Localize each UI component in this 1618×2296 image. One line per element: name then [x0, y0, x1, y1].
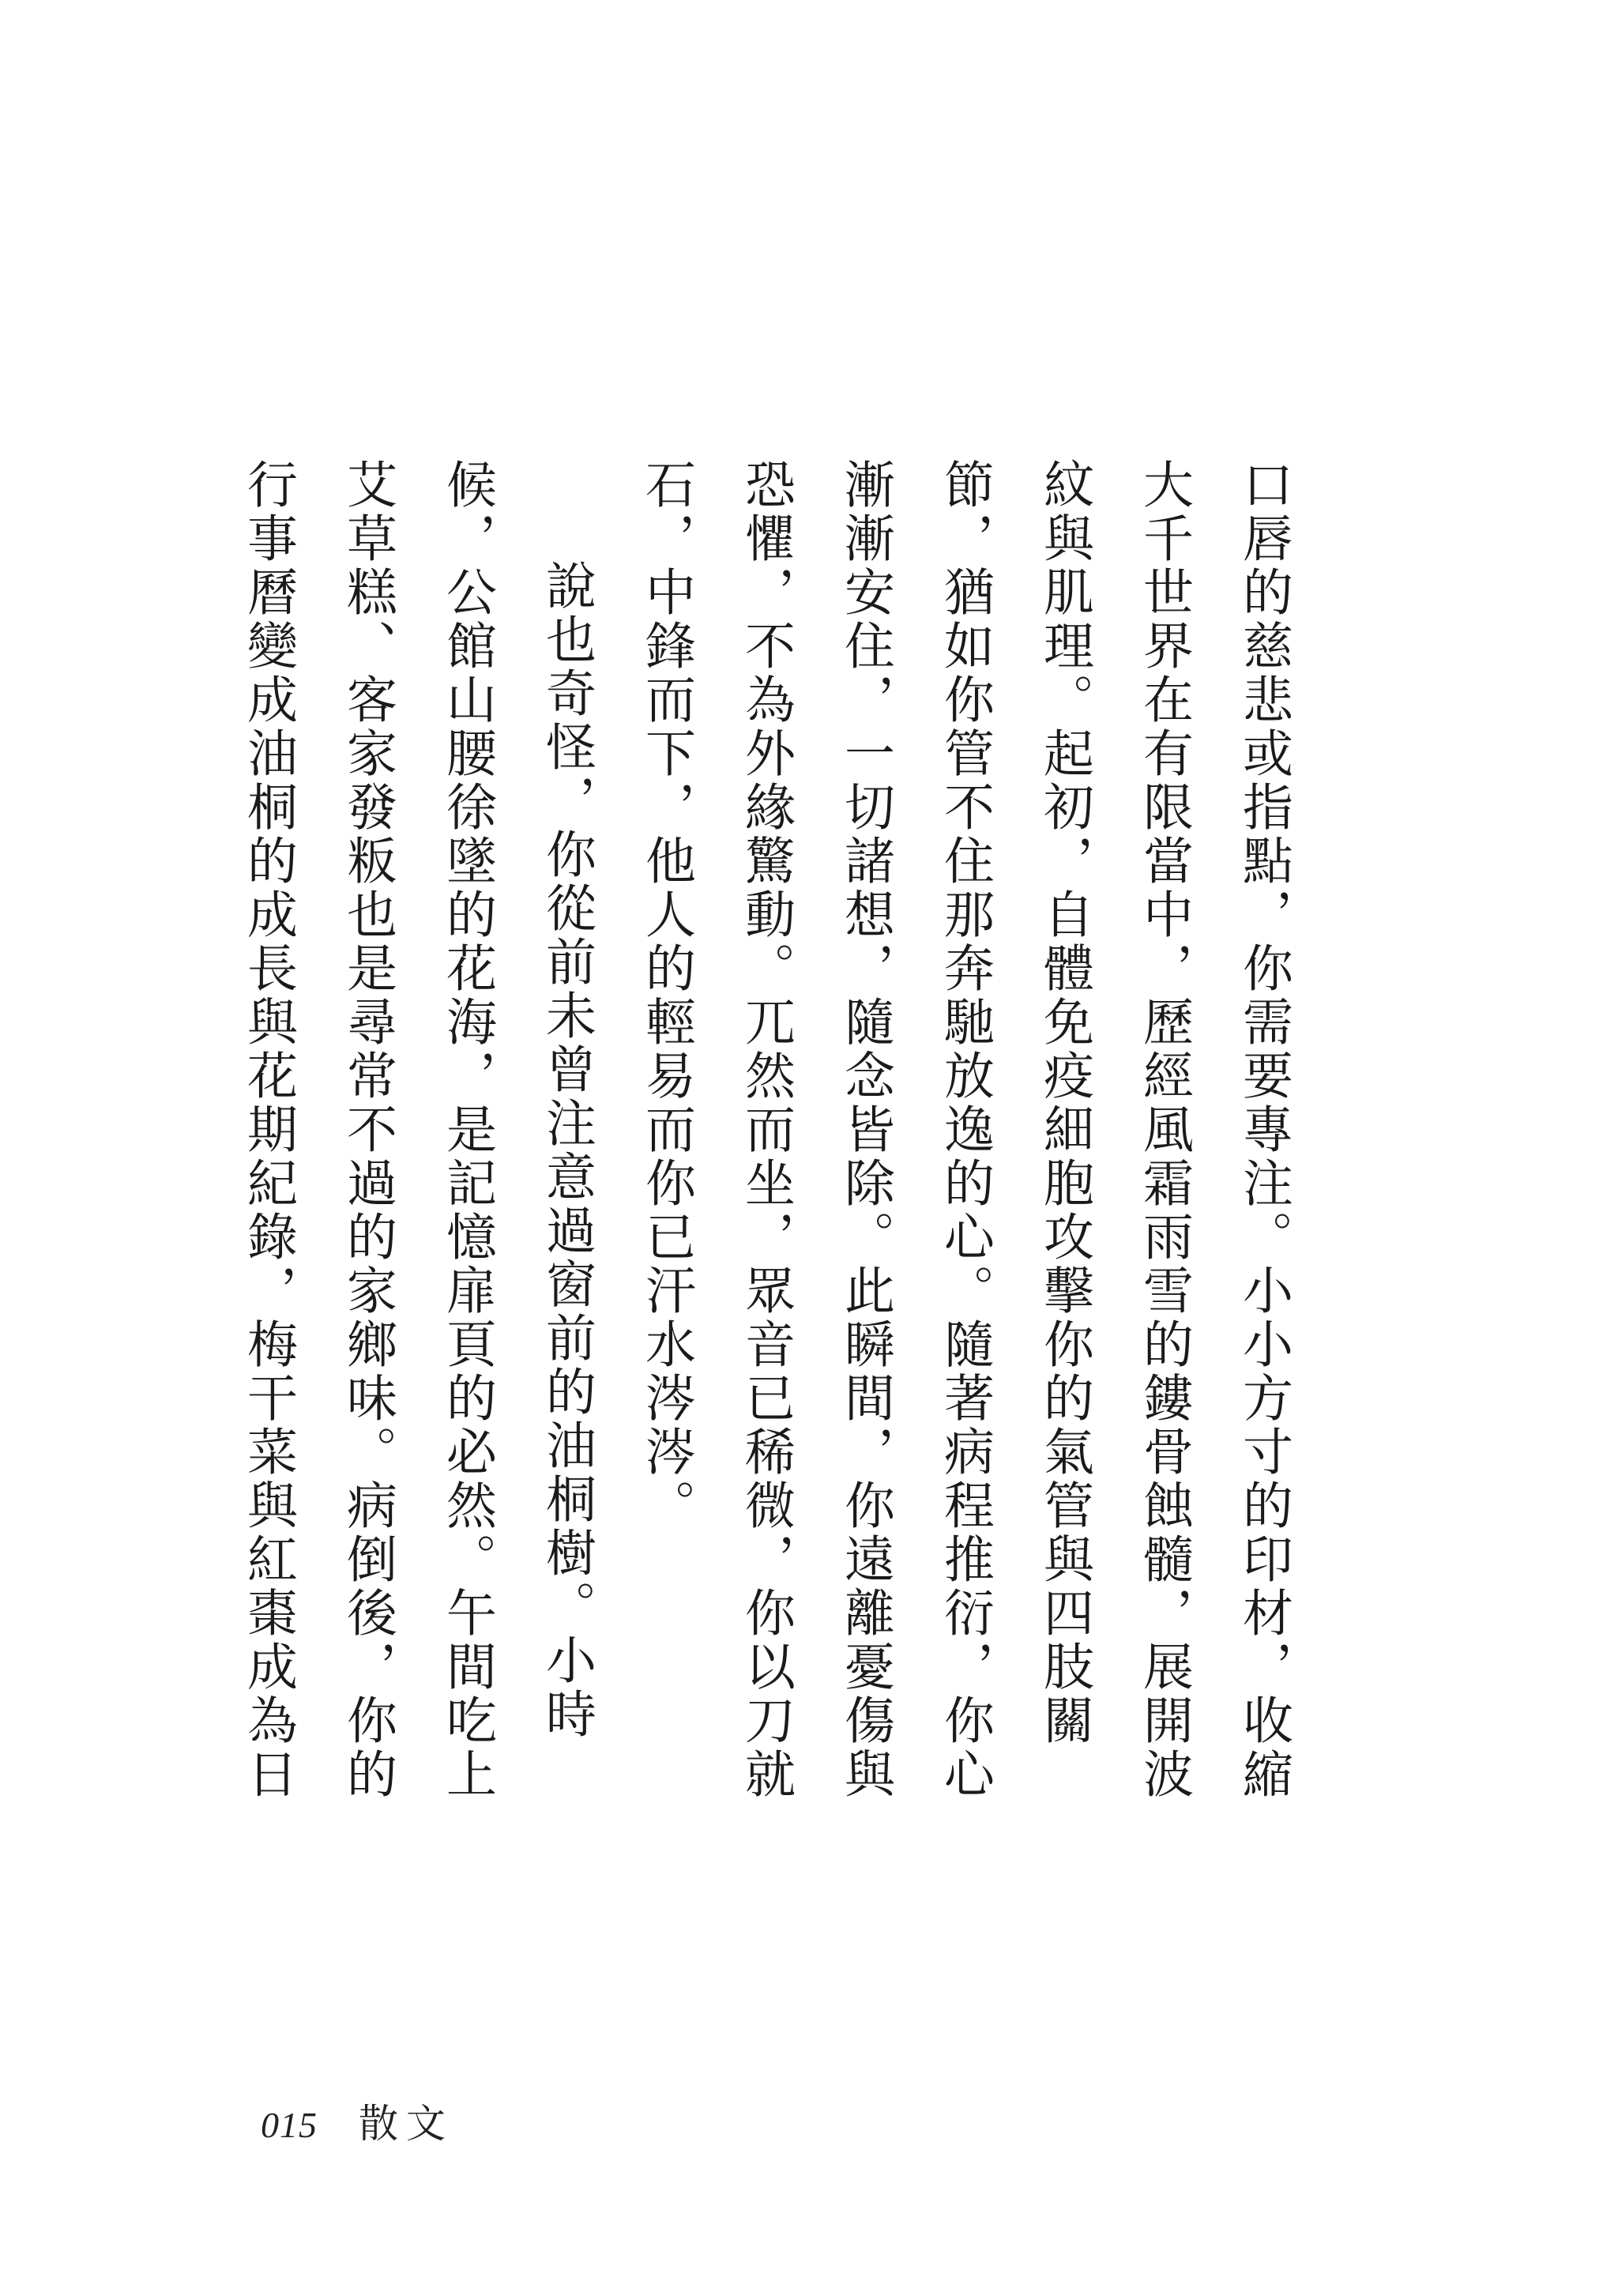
vertical-text-block [160, 458, 1313, 1809]
paragraph-2: 說也奇怪，你從前未曾注意過窗前的油桐樹。小時候，公館山腰徐墜的花海，是記憶扉頁的必然。午間吃上艾草糕、客家發粄也是尋常不過的家鄉味。病倒後，你的行事曆變成油桐的成長與花期紀錄，梅干菜與紅棗成為日 [239, 458, 596, 1801]
page-number: 015 [261, 2105, 318, 2145]
section-label: 散文 [359, 2101, 453, 2147]
page-footer [261, 2092, 453, 2149]
paragraph-1: 口唇的慈悲或指點，你需要專注。小小方寸的印材，收縮大千世界在有限當中，歷經風霜雨雪的鏤骨蝕髓，展開波紋與肌理。起初，自體免疫細胞攻擊你的氣管與四肢關節，猶如你管不住那奔馳放逸的心。隨著病程推衍，你心漸漸安住，一切諸想，隨念皆除。此瞬間，你遠離憂傷與恐懼，不為外緣驚動。兀然而坐，眾音已稀微，你以刀就石，中鋒而下，他人的輕易而你已汗水涔涔。 [637, 458, 1293, 1801]
